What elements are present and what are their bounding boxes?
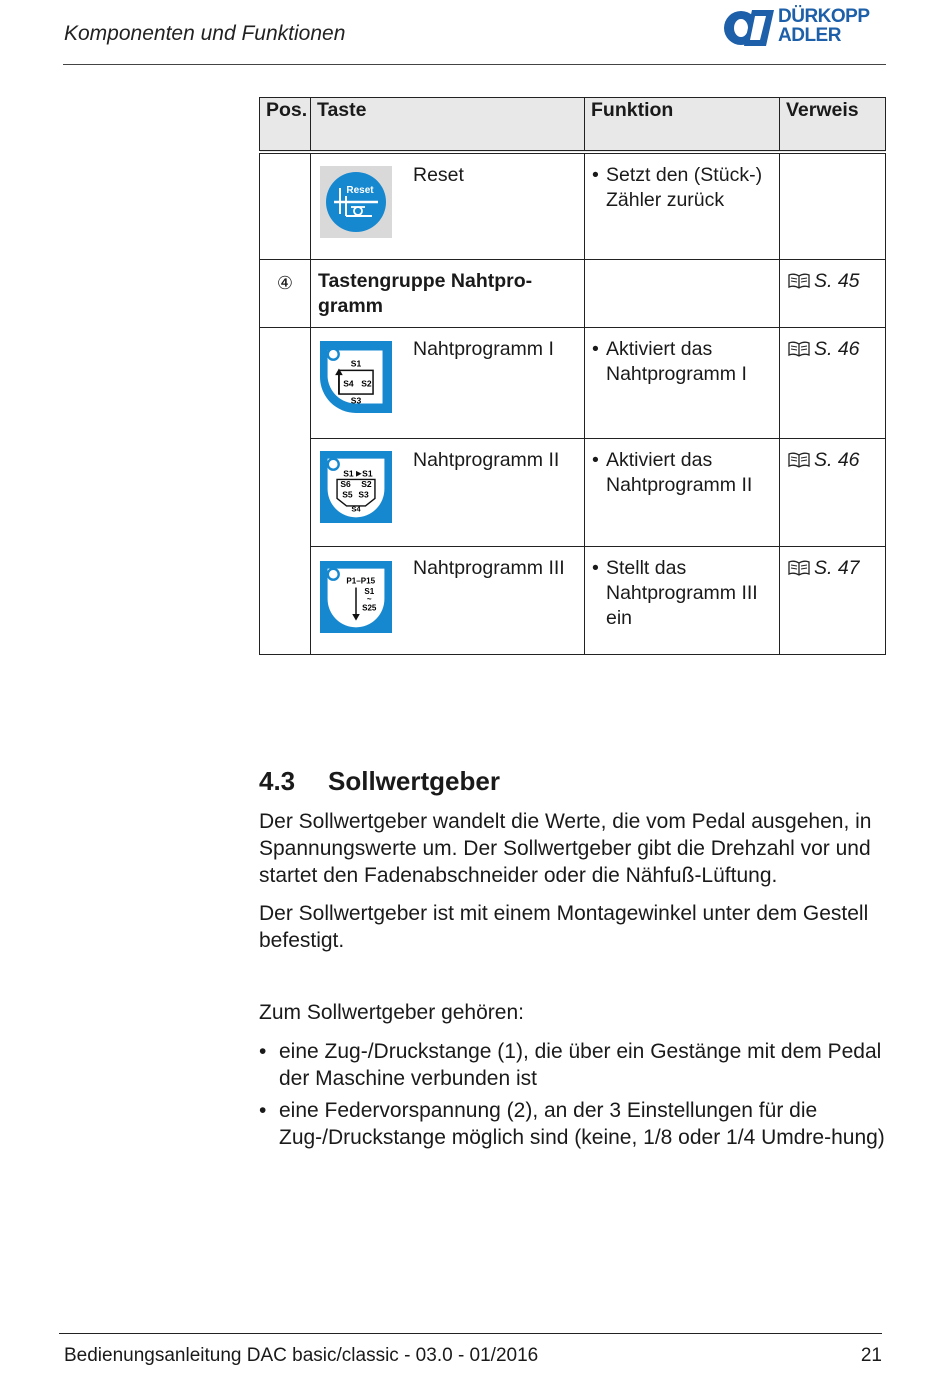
table-row-np1 [260,327,886,438]
svg-text:S25: S25 [362,602,377,612]
header-rule [63,64,886,65]
taste-cell [311,546,585,654]
funktion-cell: • Stellt das Nahtprogramm III ein [585,546,780,654]
footer-text: Bedienungsanleitung DAC basic/classic - 03.0 - 01/2016 [64,1345,539,1366]
np2-key-label: Nahtprogramm II [413,448,560,471]
seam-program-3-icon [320,561,392,633]
verweis-cell [780,259,886,327]
section-heading [259,766,500,797]
bullet-list [259,1038,889,1156]
table-row-np3 [260,546,886,654]
svg-text:S3: S3 [350,395,362,406]
taste-cell [311,152,585,259]
svg-text:S1: S1 [343,468,354,479]
funktion-cell-empty [585,259,780,327]
list-item: • eine Federvorspannung (2), an der 3 Einstellungen für die Zug-/Druckstange möglich sind (keine, 1/8 oder 1/4 Umdre-hung) [259,1099,885,1149]
svg-text:S5: S5 [342,488,353,499]
verweis-cell [780,327,886,438]
list-item: • eine Zug-/Druckstange (1), die über ein Gestänge mit dem Pedal der Maschine verbunden ist [259,1040,882,1090]
np3-ref: S. 47 [814,556,860,579]
header-title: Komponenten und Funktionen [64,22,346,45]
book-icon [788,273,810,289]
svg-text:S2: S2 [361,377,372,388]
logo-mark-icon [722,6,776,48]
col-header-taste: Taste [311,98,585,153]
paragraph-3: Zum Sollwertgeber gehören: [259,1001,524,1024]
taste-cell [311,438,585,546]
pos-cell-empty [260,327,311,654]
svg-text:S1: S1 [350,358,362,369]
table-row-group [260,259,886,327]
col-header-verweis: Verweis [780,98,886,153]
col-header-funktion: Funktion [585,98,780,153]
seam-program-1-icon [320,341,392,413]
verweis-cell [780,438,886,546]
group-ref: S. 45 [814,269,860,292]
svg-text:S1: S1 [364,586,375,596]
position-number: ④ [276,272,294,293]
reset-function-text: Setzt den (Stück-) Zähler zurück [606,164,763,211]
taste-cell [311,259,585,327]
section-number: 4.3 [259,766,296,796]
seam-program-2-icon [320,451,392,523]
col-header-pos: Pos. [260,98,311,153]
np2-ref: S. 46 [814,448,860,471]
paragraph-2: Der Sollwertgeber ist mit einem Montagewinkel unter dem Gestell befestigt. [259,902,869,952]
svg-text:S1: S1 [362,468,373,479]
group-title: Tastengruppe Nahtpro-gramm [318,269,533,317]
funktion-cell: • Aktiviert das Nahtprogramm I [585,327,780,438]
np1-ref: S. 46 [814,337,860,360]
verweis-cell [780,546,886,654]
taste-cell [311,327,585,438]
book-icon [788,560,810,576]
page-number: 21 [860,1345,882,1366]
funktion-cell: • Aktiviert das Nahtprogramm II [585,438,780,546]
svg-text:~: ~ [366,594,372,604]
svg-text:S4: S4 [351,504,361,514]
np1-key-label: Nahtprogramm I [413,337,554,360]
book-icon [788,452,810,468]
funktion-cell: • Setzt den (Stück-) Zähler zurück [585,152,780,259]
table-row-np2 [260,438,886,546]
table-row-reset [260,152,886,259]
section-title: Sollwertgeber [328,766,500,796]
svg-text:S3: S3 [358,488,369,499]
footer-rule [59,1333,882,1334]
reset-key-label: Reset [413,164,464,186]
svg-text:S6: S6 [340,478,351,489]
np3-key-label: Nahtprogramm III [413,556,565,579]
svg-text:S4: S4 [343,377,354,388]
table-header-row [260,98,886,153]
np1-function-text: Aktiviert das Nahtprogramm I [606,337,747,385]
np3-function-text: Stellt das Nahtprogramm III ein [606,556,758,629]
svg-text:Reset: Reset [346,185,374,196]
verweis-cell-empty [780,152,886,259]
np2-function-text: Aktiviert das Nahtprogramm II [606,448,753,496]
brand-logo [722,6,892,50]
svg-text:S2: S2 [361,478,372,489]
reset-key-icon [320,166,392,238]
pos-cell-empty [260,152,311,259]
paragraph-1: Der Sollwertgeber wandelt die Werte, die vom Pedal ausgehen, in Spannungswerte um. Der Sollwertgeber gibt die Drehzahl vor und startet den Fadenabschneider oder die Nähfuß-Lüftung. [259,810,872,887]
pos-cell [260,259,311,327]
svg-text:P1–P15: P1–P15 [346,576,376,586]
logo-line-2: ADLER [778,25,841,46]
book-icon [788,341,810,357]
logo-line-1: DÜRKOPP [778,6,870,27]
keys-table [259,97,886,655]
